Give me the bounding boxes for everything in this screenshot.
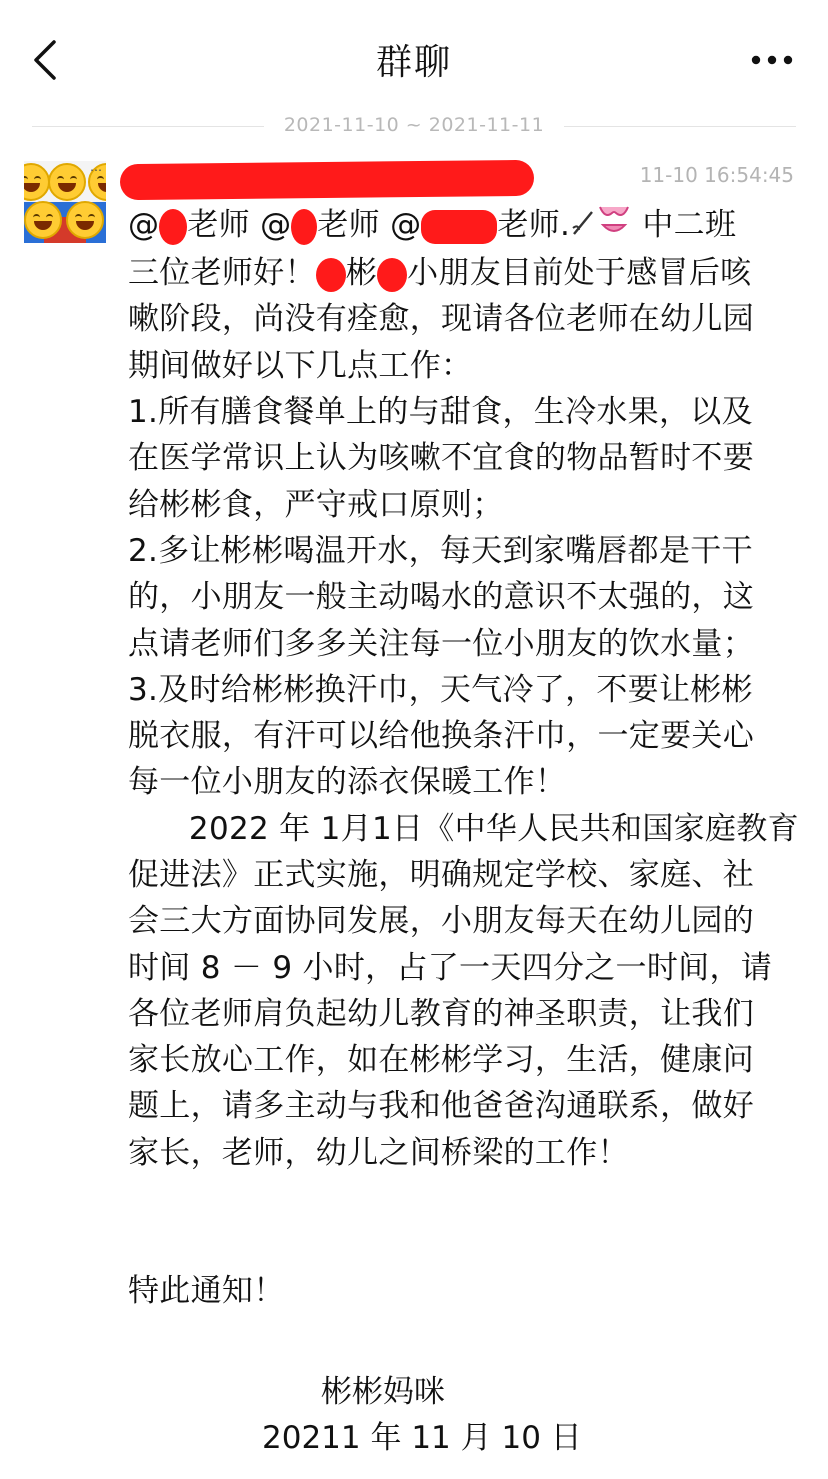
date-range-label: 2021-11-10 ~ 2021-11-11 [283, 114, 545, 136]
message-line: 每一位小朋友的添衣保暖工作！ [128, 764, 567, 801]
date-range-separator [32, 112, 796, 142]
laughing-emoji-icon [24, 199, 63, 240]
redaction-mark [421, 210, 497, 244]
message-line: 家长放心工作，如在彬彬学习，生活，健康问 [128, 1042, 754, 1079]
signature-date: 20211 年 11 月 10 日 [262, 1420, 582, 1456]
message-line: 会三大方面协同发展，小朋友每天在幼儿园的 [128, 903, 754, 940]
bikini-icon [596, 203, 632, 250]
message-line [128, 202, 798, 250]
more-button[interactable] [750, 50, 794, 70]
slash-icon [570, 203, 596, 249]
message-text: 小朋友目前处于感冒后咳 [407, 255, 752, 292]
mention-text[interactable]: 老师. [497, 207, 571, 243]
message-text: 三位老师好！ [128, 255, 316, 292]
closing-line: 特此通知！ [128, 1273, 285, 1310]
ellipsis-icon: ⋯ [90, 163, 102, 177]
mention-text[interactable]: @ [128, 207, 160, 243]
redaction-mark [316, 258, 346, 292]
message-line: 脱衣服，有汗可以给他换条汗巾，一定要关心 [128, 718, 754, 755]
redaction-mark [159, 209, 187, 245]
message-line: 各位老师肩负起幼儿教育的神圣职责，让我们 [128, 995, 754, 1032]
mention-text[interactable]: 老师 @ [187, 207, 292, 243]
nav-header [0, 0, 828, 120]
message-text: 中二班 [632, 207, 737, 243]
redaction-mark [377, 258, 407, 292]
message-line: 2.多让彬彬喝温开水，每天到家嘴唇都是干干 [128, 532, 753, 569]
message-line: 点请老师们多多关注每一位小朋友的饮水量； [128, 625, 754, 662]
message-line: 促进法》正式实施，明确规定学校、家庭、社 [128, 857, 754, 893]
sender-name-redacted [120, 160, 534, 200]
page-title: 群聊 [375, 42, 452, 83]
message-line: 家长，老师，幼儿之间桥梁的工作！ [128, 1134, 629, 1171]
message-timestamp: 11-10 16:54:45 [639, 163, 794, 187]
message-line: 在医学常识上认为咳嗽不宜食的物品暂时不要 [128, 440, 754, 477]
redaction-mark [291, 209, 317, 245]
message-line: 嗽阶段，尚没有痊愈，现请各位老师在幼儿园 [128, 301, 754, 338]
spacer [128, 1176, 798, 1268]
message-text: 彬 [345, 255, 378, 292]
mention-text[interactable]: 老师 @ [317, 207, 422, 243]
message-line: 时间 8 － 9 小时，占了一天四分之一时间，请 [128, 949, 773, 986]
laughing-emoji-icon [46, 161, 87, 202]
message-line: 2022 年 1月1日《中华人民共和国家庭教育 [128, 810, 799, 847]
laughing-emoji-icon [64, 199, 105, 240]
message-line [128, 250, 798, 296]
message-line: 3.及时给彬彬换汗巾，天气冷了，不要让彬彬 [128, 671, 753, 708]
message-body [128, 202, 798, 1314]
message-line: 的，小朋友一般主动喝水的意识不太强的，这 [128, 579, 754, 616]
message-line: 期间做好以下几点工作： [128, 347, 473, 384]
signature-name: 彬彬妈咪 [321, 1374, 445, 1410]
avatar[interactable] [24, 161, 106, 243]
divider [564, 126, 796, 127]
more-dots-icon [750, 50, 794, 70]
message-line: 1.所有膳食餐单上的与甜食，生冷水果，以及 [128, 394, 753, 431]
message-line: 题上，请多主动与我和他爸爸沟通联系，做好 [128, 1088, 754, 1125]
message-line: 给彬彬食，严守戒口原则； [128, 486, 504, 523]
